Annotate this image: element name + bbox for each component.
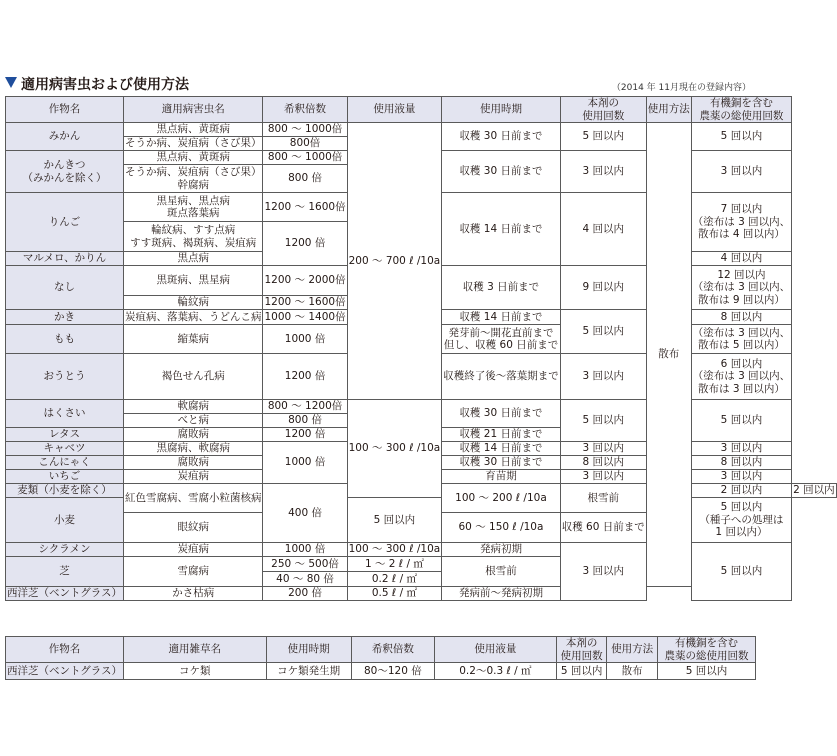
- timing-cell: 根雪前: [442, 557, 561, 587]
- dilution-cell: 1200 ～ 2000倍: [263, 266, 347, 296]
- dilution-cell: 250 ～ 500倍: [263, 557, 347, 572]
- pest-cell: 黒星病、黒点病 斑点落葉病: [123, 193, 263, 222]
- dilution-cell: 40 ～ 80 倍: [263, 572, 347, 587]
- dilution-cell: 1000 倍: [263, 325, 347, 354]
- col-header-dilution: 希釈倍数: [263, 97, 347, 123]
- crop-cell: はくさい: [6, 400, 124, 428]
- triangle-bullet-icon: [5, 77, 17, 88]
- crop-cell: なし: [6, 266, 124, 310]
- timing-cell: 育苗期: [442, 470, 561, 484]
- col-header-method: 使用方法: [607, 637, 658, 663]
- col-header-timing: 使用時期: [442, 97, 561, 123]
- count-cell: 5 回以内: [560, 400, 646, 442]
- dilution-cell: 1200 倍: [263, 222, 347, 266]
- total-cell: 12 回以内 （塗布は 3 回以内、 散布は 9 回以内）: [691, 266, 791, 310]
- col-header-dilution: 希釈倍数: [351, 637, 434, 663]
- method-cell: 散布: [607, 663, 658, 680]
- dilution-cell: 1200 ～ 1600倍: [264, 296, 346, 309]
- count-cell: 3 回以内: [560, 470, 646, 484]
- total-cell: 5 回以内: [691, 123, 791, 151]
- total-cell: 6 回以内 （塗布は 3 回以内、 散布は 3 回以内）: [691, 354, 791, 400]
- col-header-total: 有機銅を含む 農薬の総使用回数: [657, 637, 755, 663]
- weed-usage-table: [5, 636, 756, 680]
- count-cell: 4 回以内: [560, 193, 646, 266]
- dilution-cell: 400 倍: [263, 484, 347, 543]
- pest-cell: 輪紋病: [123, 296, 263, 310]
- timing-cell: 収穫 21 日前まで: [442, 428, 561, 442]
- timing-cell: 収穫 60 日前まで: [560, 513, 646, 543]
- timing-cell: 根雪前: [560, 484, 646, 513]
- dilution-cell: 1000 倍: [263, 442, 347, 484]
- col-header-volume: 使用液量: [347, 97, 442, 123]
- dilution-cell: 800 倍: [263, 165, 347, 193]
- crop-cell: 芝: [6, 557, 124, 587]
- col-header-count: 本剤の 使用回数: [556, 637, 607, 663]
- volume-cell: 200 ～ 700 ℓ /10a: [347, 123, 442, 400]
- total-cell: 3 回以内: [691, 442, 791, 456]
- method-cell: 散布: [646, 123, 691, 587]
- pest-cell: 黒斑病、黒星病: [123, 266, 263, 296]
- dilution-cell: 1000 ～ 1400倍: [264, 310, 346, 323]
- table-row: [6, 400, 837, 414]
- total-cell: 2 回以内: [793, 484, 835, 497]
- pest-cell: 炭疽病: [123, 470, 263, 484]
- volume-cell: 0.2 ℓ / ㎡: [347, 572, 442, 587]
- total-cell: （塗布は 3 回以内、 散布は 5 回以内）: [691, 325, 791, 354]
- header-row: [6, 637, 756, 663]
- count-cell: 9 回以内: [560, 266, 646, 310]
- header-row: [6, 97, 837, 123]
- col-header-timing: 使用時期: [266, 637, 351, 663]
- dilution-cell: 800 ～ 1000倍: [263, 123, 347, 137]
- timing-cell: 収穫 30 日前まで: [442, 123, 561, 151]
- timing-cell: 発芽前～開花直前まで 但し、収穫 60 日前まで: [442, 325, 561, 354]
- crop-cell: おうとう: [6, 354, 124, 400]
- pest-cell: 腐敗病: [123, 456, 263, 470]
- count-cell: 5 回以内: [556, 663, 607, 680]
- crop-cell: 小麦: [6, 498, 124, 543]
- crop-cell: こんにゃく: [6, 456, 124, 470]
- count-cell: 3 回以内: [560, 151, 646, 193]
- dilution-cell: 1000 倍: [263, 543, 347, 557]
- pest-cell: かさ枯病: [123, 587, 263, 601]
- pest-cell: 黒点病: [123, 252, 263, 266]
- total-cell: 5 回以内: [691, 400, 791, 442]
- dilution-cell: 1200 倍: [263, 354, 347, 400]
- section-title: 適用病害虫および使用方法: [21, 77, 189, 93]
- crop-cell: みかん: [6, 123, 124, 151]
- count-cell: 5 回以内: [347, 498, 442, 543]
- pest-cell: 炭疽病、落葉病、うどんこ病: [124, 310, 262, 323]
- total-cell: 8 回以内: [691, 456, 791, 470]
- col-header-pest: 適用病害虫名: [123, 97, 263, 123]
- timing-cell: 収穫 30 日前まで: [442, 456, 561, 470]
- col-header-total: 有機銅を含む 農薬の総使用回数: [691, 97, 791, 123]
- pest-cell: 縮葉病: [123, 325, 263, 354]
- total-cell: 4 回以内: [691, 252, 791, 266]
- col-header-crop: 作物名: [6, 97, 124, 123]
- col-header-count: 本剤の 使用回数: [560, 97, 646, 123]
- registration-note: （2014 年 11月現在の登録内容）: [611, 83, 751, 93]
- total-cell: 8 回以内: [691, 310, 791, 325]
- volume-cell: 100 ～ 300 ℓ /10a: [347, 400, 442, 498]
- crop-cell: キャベツ: [6, 442, 124, 456]
- count-cell: 2 回以内: [691, 484, 791, 498]
- col-header-weed: 適用雑草名: [123, 637, 266, 663]
- count-cell: 5 回以内: [560, 310, 646, 354]
- volume-cell: 0.5 ℓ / ㎡: [347, 587, 442, 601]
- total-cell: 5 回以内 （種子への処理は 1 回以内）: [691, 498, 791, 543]
- dilution-cell: 200 倍: [263, 587, 347, 601]
- dilution-cell: 800 倍: [263, 414, 347, 428]
- crop-cell: 西洋芝（ベントグラス）: [6, 663, 124, 680]
- timing-cell: 発病前～発病初期: [442, 587, 561, 601]
- dilution-cell: 1200 ～ 1600倍: [263, 193, 347, 222]
- pest-cell: 雪腐病: [123, 557, 263, 587]
- table-row: [6, 123, 837, 137]
- pest-cell: 炭疽病: [123, 543, 263, 557]
- volume-cell: 60 ～ 150 ℓ /10a: [442, 513, 561, 543]
- timing-cell: 収穫 14 日前まで: [442, 310, 561, 325]
- pest-cell: 黒腐病、軟腐病: [123, 442, 263, 456]
- dilution-cell: 80～120 倍: [351, 663, 434, 680]
- col-header-crop: 作物名: [6, 637, 124, 663]
- pest-cell: 軟腐病: [123, 400, 263, 414]
- timing-cell: 収穫 14 日前まで: [442, 442, 561, 456]
- crop-cell: いちご: [6, 470, 124, 484]
- crop-cell: 西洋芝（ベントグラス）: [7, 587, 122, 600]
- pest-cell: 眼紋病: [123, 513, 263, 543]
- total-cell: 3 回以内: [691, 151, 791, 193]
- crop-cell: もも: [6, 325, 124, 354]
- volume-cell: 100 ～ 300 ℓ /10a: [348, 543, 441, 556]
- crop-cell: りんご: [6, 193, 124, 252]
- pest-usage-table: [5, 96, 837, 601]
- timing-cell: 収穫 30 日前まで: [442, 151, 561, 193]
- dilution-cell: 800 ～ 1200倍: [263, 400, 347, 414]
- col-header-volume: 使用液量: [434, 637, 556, 663]
- crop-cell: 麦類（小麦を除く）: [6, 484, 124, 498]
- pest-cell: 輪紋病、すす点病 すす斑病、褐斑病、炭疽病: [123, 222, 263, 252]
- count-cell: 5 回以内: [560, 123, 646, 151]
- total-cell: 5 回以内: [691, 543, 791, 601]
- pest-cell: 黒点病、黄斑病: [123, 151, 263, 165]
- crop-cell: かき: [6, 310, 124, 325]
- crop-cell: かんきつ （みかんを除く）: [6, 151, 124, 193]
- dilution-cell: 800 ～ 1000倍: [263, 151, 347, 165]
- timing-cell: 発病初期: [442, 543, 561, 557]
- count-cell: 8 回以内: [560, 456, 646, 470]
- pest-cell: 紅色雪腐病、雪腐小粒菌核病: [123, 484, 263, 513]
- dilution-cell: 800倍: [263, 137, 347, 151]
- count-cell: 3 回以内: [560, 442, 646, 456]
- pest-cell: 黒点病、黄斑病: [123, 123, 263, 137]
- count-cell: 3 回以内: [560, 543, 646, 601]
- dilution-cell: 1200 倍: [263, 428, 347, 442]
- timing-cell: コケ類発生期: [266, 663, 351, 680]
- total-cell: 3 回以内: [691, 470, 791, 484]
- timing-cell: 収穫 30 日前まで: [442, 400, 561, 428]
- volume-cell: 1 ～ 2 ℓ / ㎡: [347, 557, 442, 572]
- table-row: [6, 543, 837, 557]
- total-cell: 7 回以内 （塗布は 3 回以内、 散布は 4 回以内）: [691, 193, 791, 252]
- volume-cell: 100 ～ 200 ℓ /10a: [442, 484, 561, 513]
- section-header: [5, 74, 751, 94]
- pest-cell: 腐敗病: [123, 428, 263, 442]
- weed-cell: コケ類: [123, 663, 266, 680]
- timing-cell: 収穫 3 日前まで: [442, 266, 561, 310]
- timing-cell: 収穫終了後～落葉期まで: [442, 354, 561, 400]
- pest-cell: べと病: [123, 414, 263, 428]
- crop-cell: シクラメン: [6, 543, 124, 557]
- timing-cell: 収穫 14 日前まで: [442, 193, 561, 266]
- table-row: [6, 663, 756, 680]
- count-cell: 3 回以内: [560, 354, 646, 400]
- volume-cell: 0.2～0.3 ℓ / ㎡: [434, 663, 556, 680]
- col-header-method: 使用方法: [646, 97, 691, 123]
- crop-cell: レタス: [6, 428, 124, 442]
- pest-cell: そうか病、炭疽病（さび果） 幹腐病: [124, 166, 262, 191]
- pest-cell: そうか病、炭疽病（さび果）: [124, 137, 262, 150]
- total-cell: 5 回以内: [657, 663, 755, 680]
- crop-cell: マルメロ、かりん: [6, 252, 124, 266]
- pest-cell: 褐色せん孔病: [123, 354, 263, 400]
